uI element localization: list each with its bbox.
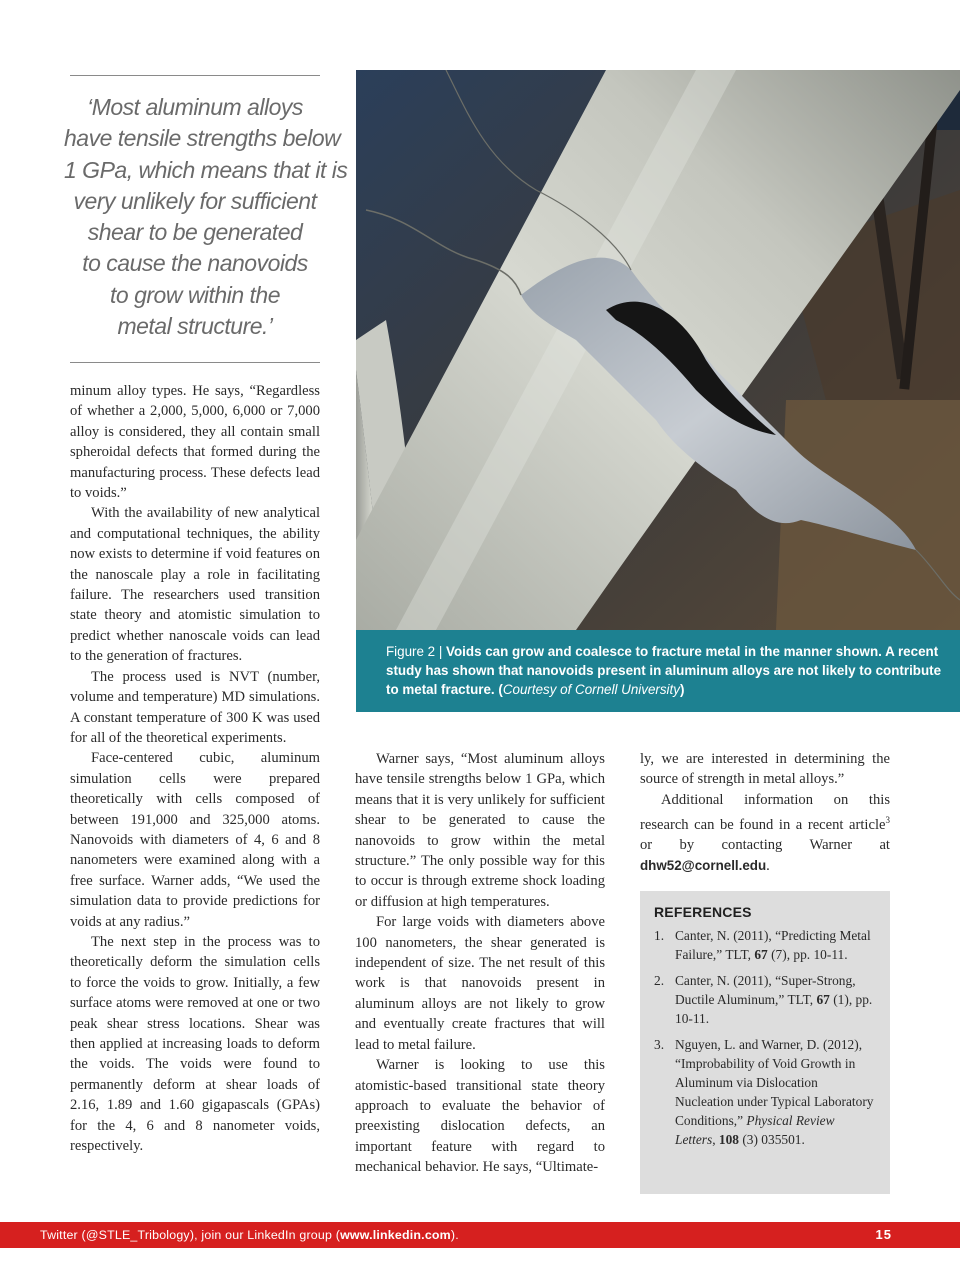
pull-quote-line: metal structure.’ — [117, 313, 273, 340]
paragraph-text: Additional information on this research can be found in a recent article — [640, 791, 890, 834]
linkedin-link[interactable]: www.linkedin.com — [340, 1228, 451, 1242]
body-column-left — [70, 381, 320, 1156]
paragraph: Warner says, “Most aluminum alloys have tensile strengths below 1 GPa, which means that it is very unlikely for sufficient shear to be generated to cause the nanovoids to grow within the metal structure.” The only possible way for this to occur is through extreme shock loading or diffusion at high temperatures. — [355, 751, 605, 910]
footer-text — [40, 1228, 459, 1242]
figure-caption — [356, 630, 960, 712]
paragraph: The next step in the process was to theoretically deform the simulation cells to force the voids to grow. Initially, a few surface atoms were removed at one or two peak shear stress locations. Shear was then applied at increasing loads to deform the voids. The voids were found to permanently deform at shear loads of 2.16, 1.89 and 1.60 gigapascals (GPAs) for the 4, 6 and 8 nanometer voids, respectively. — [70, 933, 320, 1155]
reference-number: 1. — [654, 928, 665, 943]
paragraph: Warner is looking to use this atomistic-based transitional state theory approach to evaluate the behavior of preexisting dislocation defects, an important feature with regard to mechanical behavior. He says, “Ultimate- — [355, 1057, 605, 1176]
figure-caption-text: Voids can grow and coalesce to fracture metal in the manner shown. A recent study has shown that nanovoids present in aluminum alloys are not likely to contribute to metal fracture. ( — [386, 644, 942, 697]
reference-item — [654, 1035, 878, 1149]
references-box — [640, 891, 890, 1194]
page-number: 15 — [875, 1227, 892, 1242]
references-heading: REFERENCES — [654, 904, 752, 920]
references-list — [654, 926, 878, 1149]
reference-text: Canter, N. (2011), “Predicting Metal Failure,” TLT, — [675, 928, 871, 962]
body-column-middle — [355, 749, 605, 1178]
reference-volume: 67 — [754, 947, 768, 962]
figure-label: Figure 2 | — [386, 644, 447, 659]
pull-quote-line: to grow within the — [110, 281, 280, 308]
paragraph: With the availability of new analytical and computational techniques, the ability now exists to determine if void features on the nanoscale play a role in facilitating failure. The researchers used transition state theory and atomistic simulation to predict whether nanoscale voids can lead to the generation of fractures. — [70, 505, 320, 665]
reference-text: (7), pp. 10-11. — [767, 947, 848, 962]
reference-journal: Physical Review Letters — [675, 1113, 835, 1147]
body-column-right — [640, 749, 890, 876]
pull-quote-bottom-rule — [70, 362, 320, 363]
email-link[interactable]: dhw52@cornell.edu — [640, 857, 767, 873]
figure-credit: Courtesy of Cornell University — [502, 682, 680, 697]
reference-item — [654, 971, 878, 1028]
paragraph: For large voids with diameters above 100 nanometers, the shear generated is independent of size. The net result of this work is that nanovoids present in aluminum alloys are not likely to grow and eventually create fractures that will lead to metal failure. — [355, 914, 605, 1053]
reference-item — [654, 926, 878, 964]
cracked-tube-photo — [356, 70, 960, 630]
page-footer — [0, 1222, 960, 1248]
pull-quote-line: have tensile strengths below — [64, 125, 341, 152]
footer-text-a: Twitter (@STLE_Tribology), join our LinkedIn group ( — [40, 1228, 341, 1242]
pull-quote-line: shear to be generated — [87, 219, 303, 246]
reference-volume: 67 — [816, 992, 830, 1007]
pull-quote-line: ‘Most aluminum alloys — [87, 94, 303, 120]
paragraph: ly, we are interested in determining the source of strength in metal alloys.” — [640, 751, 890, 788]
pull-quote-line: very unlikely for sufficient — [73, 187, 317, 214]
reference-text: Nguyen, L. and Warner, D. (2012), “Improbability of Void Growth in Aluminum via Dislocation Nucleation under Typical Laboratory Conditions,” — [675, 1037, 874, 1128]
reference-volume: 108 — [718, 1132, 739, 1147]
pull-quote-top-rule — [70, 75, 320, 76]
pull-quote-line: 1 GPa, which means that it is — [64, 156, 348, 183]
reference-number: 3. — [654, 1037, 665, 1052]
reference-text: (3) 035501. — [739, 1132, 805, 1147]
reference-text: , — [712, 1132, 719, 1147]
reference-superscript: 3 — [885, 815, 890, 826]
reference-number: 2. — [654, 973, 665, 988]
paragraph-text: or by contacting Warner at — [640, 837, 890, 854]
paragraph: Face-centered cubic, aluminum simulation cells were prepared theoretically with cells composed of between 191,000 and 325,000 atoms. Nanovoids with diameters of 4, 6 and 8 nanometers were examined along with a free surface. Warner adds, “We used the simulation data to provide predictions for voids at any radius.” — [70, 750, 320, 930]
pull-quote — [64, 92, 348, 342]
paragraph — [640, 790, 890, 876]
paragraph: minum alloy types. He says, “Regardless of whether a 2,000, 5,000, 6,000 or 7,000 alloy is considered, they all contain small spheroidal defects that formed during the manufacturing process. These defects lead to voids.” — [70, 383, 320, 502]
paragraph-text: . — [766, 857, 770, 874]
figure-caption-close: ) — [679, 682, 685, 697]
pull-quote-line: to cause the nanovoids — [82, 250, 308, 277]
reference-text: Canter, N. (2011), “Super-Strong, Ductile Aluminum,” TLT, — [675, 973, 856, 1007]
reference-text: (1), pp. 10-11. — [675, 992, 873, 1026]
paragraph: The process used is NVT (number, volume and temperature) MD simulations. A constant temperature of 300 K was used for all of the theoretical experiments. — [70, 668, 320, 746]
footer-text-b: ). — [450, 1228, 459, 1242]
